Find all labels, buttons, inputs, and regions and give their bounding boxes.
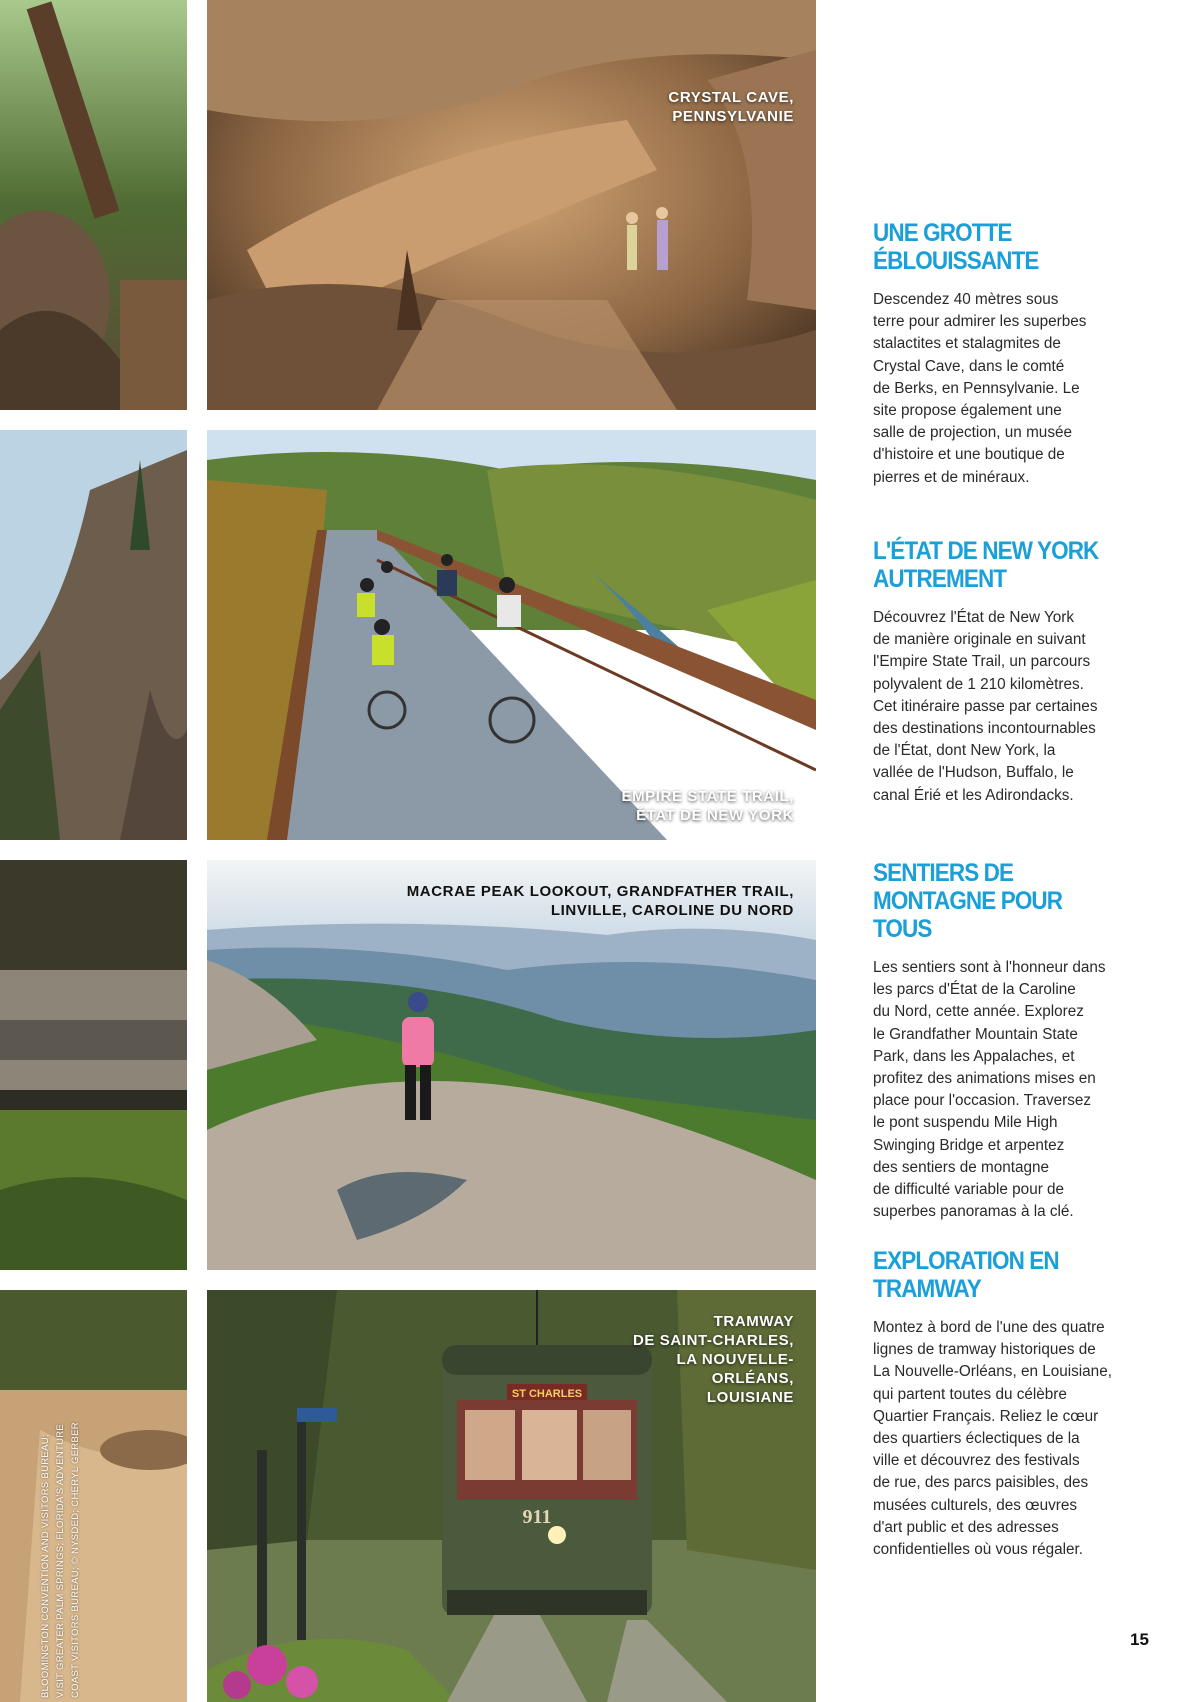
article-cave — [873, 219, 1141, 489]
tram-sign: ST CHARLES — [511, 1388, 583, 1400]
streetcar-photo — [207, 1290, 816, 1702]
sand-path-strip-photo — [0, 1290, 187, 1702]
tram-number: 911 — [522, 1506, 552, 1528]
article-title: L'ÉTAT DE NEW YORK AUTREMENT — [873, 537, 1099, 593]
article-new-york — [873, 537, 1141, 807]
swamp-strip-photo — [0, 860, 187, 1270]
trail-caption: EMPIRE STATE TRAIL, ÉTAT DE NEW YORK — [621, 788, 794, 824]
article-mountain-trails — [873, 859, 1141, 1223]
crystal-cave-photo — [207, 0, 816, 410]
cliff-strip-photo — [0, 430, 187, 840]
article-body: Les sentiers sont à l'honneur dans les parcs d'État de la Caroline du Nord, cette année. Explorez le Grandfather Mountain State Park, dans les Appalaches, et profitez des animations mises en place pour l'occasion. Traversez le pont suspendu Mile High Swinging Bridge et arpentez des sentiers de montagne de difficulté variable pour de superbes panoramas à la clé. — [873, 959, 1106, 1221]
article-tramway — [873, 1247, 1141, 1561]
article-body: Découvrez l'État de New York de manière originale en suivant l'Empire State Trail, un parcours polyvalent de 1 210 kilomètres. Cet itinéraire passe par certaines des destinations incontournables de l'État, dont New York, la vallée de l'Hudson, Buffalo, le canal Érié et les Adirondacks. — [873, 609, 1098, 804]
tram-caption: TRAMWAY DE SAINT-CHARLES, LA NOUVELLE- ORLÉANS, LOUISIANE — [632, 1313, 794, 1406]
peak-caption: MACRAE PEAK LOOKOUT, GRANDFATHER TRAIL, LINVILLE, CAROLINE DU NORD — [406, 883, 794, 919]
article-title: EXPLORATION EN TRAMWAY — [873, 1247, 1059, 1303]
article-title: SENTIERS DE MONTAGNE POUR TOUS — [873, 859, 1063, 943]
article-body: Montez à bord de l'une des quatre lignes de tramway historiques de La Nouvelle-Orléans, en Louisiane, qui partent toutes du célèbre Quartier Français. Reliez le cœur des quartiers éclectiques de la ville et découvrez des festivals de rue, des parcs paisibles, des musées culturels, des œuvres d'art public et des adresses confidentielles où vous régaler. — [873, 1319, 1112, 1559]
cave-caption: CRYSTAL CAVE, PENNSYLVANIE — [668, 89, 794, 125]
photo-credit: BLOOMINGTON CONVENTION AND VISITORS BUREAU; VISIT GREATER PALM SPRINGS; FLORIDA'S ADVENTURE COAST VISITORS BUREAU; © NYSDED; CHERYL GERBER — [40, 1422, 81, 1698]
empire-state-trail-photo — [207, 430, 816, 840]
page-number: 15 — [1130, 1630, 1149, 1649]
macrae-peak-photo — [207, 860, 816, 1270]
article-body: Descendez 40 mètres sous terre pour admirer les superbes stalactites et stalagmites de Crystal Cave, dans le comté de Berks, en Pennsylvanie. Le site propose également une salle de projection, un musée d'histoire et une boutique de pierres et de minéraux. — [873, 291, 1087, 486]
forest-strip-photo — [0, 0, 187, 410]
article-title: UNE GROTTE ÉBLOUISSANTE — [873, 219, 1039, 275]
